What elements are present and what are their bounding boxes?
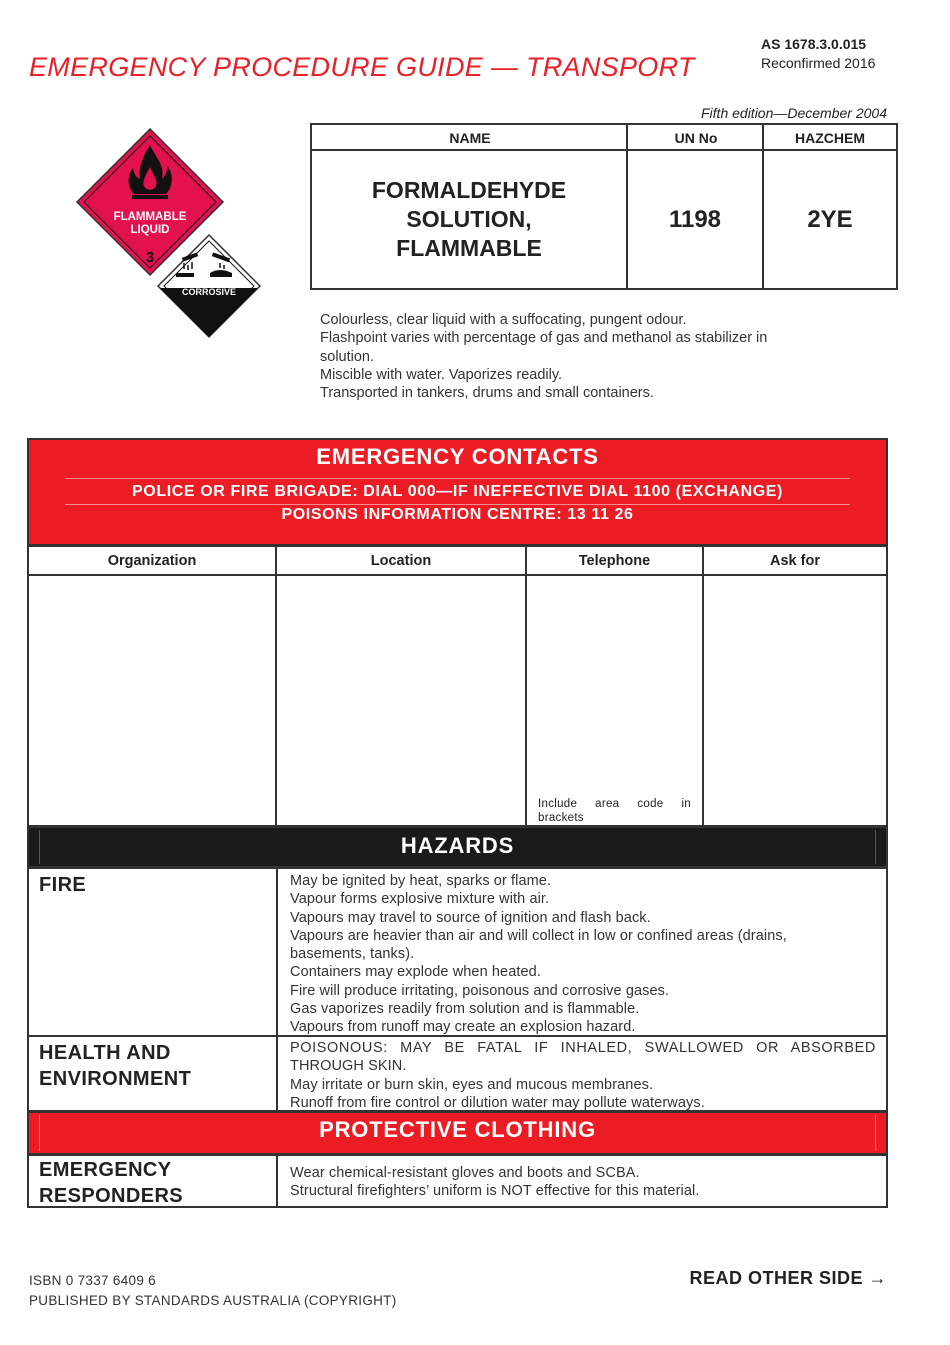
substance-name-line2: SOLUTION, (406, 206, 532, 232)
fire-hazard-line: Vapours are heavier than air and will collect in low or confined areas (drains, (290, 927, 787, 944)
edition-info: Fifth edition—December 2004 (701, 105, 887, 121)
hazards-banner (27, 826, 888, 868)
identification-table (310, 123, 898, 290)
substance-name (312, 151, 626, 288)
substance-name-line3: FLAMMABLE (396, 235, 542, 261)
un-number: 1198 (668, 205, 722, 233)
contacts-table (27, 545, 888, 827)
fire-hazard-row (27, 867, 888, 1037)
protective-clothing-banner (27, 1111, 888, 1155)
reconfirmed-year: Reconfirmed 2016 (761, 55, 876, 71)
hazard-placards (70, 125, 270, 340)
telephone-note: Include area code in (538, 798, 691, 810)
description-line: Flashpoint varies with percentage of gas and methanol as stabilizer in (320, 330, 768, 347)
health-hazard-text (290, 1039, 876, 1112)
location-header: Location (370, 553, 432, 569)
health-hazard-line: THROUGH SKIN. (290, 1058, 407, 1075)
standard-number: AS 1678.3.0.015 (761, 36, 867, 52)
health-label (39, 1040, 191, 1092)
read-other-side-link[interactable]: READ OTHER SIDE → (689, 1268, 887, 1288)
health-hazard-line: Runoff from fire control or dilution water may pollute waterways. (290, 1094, 705, 1111)
substance-description (320, 311, 880, 402)
responders-label-line2: RESPONDERS (39, 1185, 184, 1207)
police-fire-line: POLICE OR FIRE BRIGADE: DIAL 000—IF INEFFECTIVE DIAL 1100 (EXCHANGE) (132, 483, 783, 500)
fire-hazard-line: Vapours from runoff may create an explosion hazard. (290, 1019, 636, 1036)
responders-label-line1: EMERGENCY (39, 1159, 172, 1181)
flammable-label-line2: LIQUID (130, 224, 170, 236)
flammable-label-line1: FLAMMABLE (113, 211, 187, 223)
fire-label: FIRE (39, 874, 87, 896)
fire-hazard-text (290, 872, 876, 1037)
health-hazard-row (27, 1035, 888, 1112)
responders-label (39, 1157, 183, 1209)
protective-clothing-row (27, 1154, 888, 1208)
hazards-heading: HAZARDS (400, 833, 515, 858)
telephone-header: Telephone (578, 553, 651, 569)
emergency-contacts-banner (27, 438, 888, 546)
health-hazard-line: POISONOUS: MAY BE FATAL IF INHALED, SWALLOWED OR ABSORBED (290, 1040, 876, 1056)
page-title: EMERGENCY PROCEDURE GUIDE — TRANSPORT (29, 52, 695, 82)
description-line: Miscible with water. Vaporizes readily. (320, 366, 563, 383)
organization-header: Organization (107, 553, 197, 569)
protective-clothing-text (290, 1164, 876, 1201)
health-label-line1: HEALTH AND (39, 1042, 171, 1064)
substance-name-line1: FORMALDEHYDE (371, 177, 567, 203)
emergency-contacts-heading: EMERGENCY CONTACTS (316, 444, 599, 469)
telephone-note-line2: brackets (538, 812, 584, 824)
corrosive-label: CORROSIVE (181, 287, 237, 297)
isbn: ISBN 0 7337 6409 6 (29, 1273, 156, 1288)
protective-clothing-line: Wear chemical-resistant gloves and boots and SCBA. (290, 1165, 640, 1181)
un-number-header: UN No (628, 125, 764, 151)
class-number: 3 (145, 249, 155, 266)
fire-hazard-line: Vapours may travel to source of ignition and flash back. (290, 909, 651, 926)
fire-hazard-line: Fire will produce irritating, poisonous and corrosive gases. (290, 982, 670, 999)
hazchem-code: 2YE (807, 205, 853, 233)
hazchem-header: HAZCHEM (764, 125, 896, 151)
fire-hazard-line: Gas vaporizes readily from solution and is flammable. (290, 1001, 640, 1018)
ask-for-header: Ask for (770, 553, 820, 569)
protective-clothing-line: Structural firefighters’ uniform is NOT effective for this material. (290, 1183, 700, 1200)
fire-hazard-line: Containers may explode when heated. (290, 964, 541, 981)
health-hazard-line: May irritate or burn skin, eyes and mucous membranes. (290, 1076, 654, 1093)
fire-hazard-line: May be ignited by heat, sparks or flame. (290, 873, 552, 889)
protective-clothing-heading: PROTECTIVE CLOTHING (319, 1117, 596, 1142)
fire-hazard-line: Vapour forms explosive mixture with air. (290, 891, 550, 908)
poisons-centre-line: POISONS INFORMATION CENTRE: 13 11 26 (281, 506, 634, 523)
description-line: Transported in tankers, drums and small containers. (320, 385, 654, 402)
description-line: Colourless, clear liquid with a suffocating, pungent odour. (320, 312, 687, 328)
publisher: PUBLISHED BY STANDARDS AUSTRALIA (COPYRIGHT) (29, 1293, 397, 1308)
health-label-line2: ENVIRONMENT (39, 1068, 192, 1090)
description-line: solution. (320, 348, 375, 365)
fire-hazard-line: basements, tanks). (290, 946, 415, 963)
name-header: NAME (312, 125, 628, 151)
